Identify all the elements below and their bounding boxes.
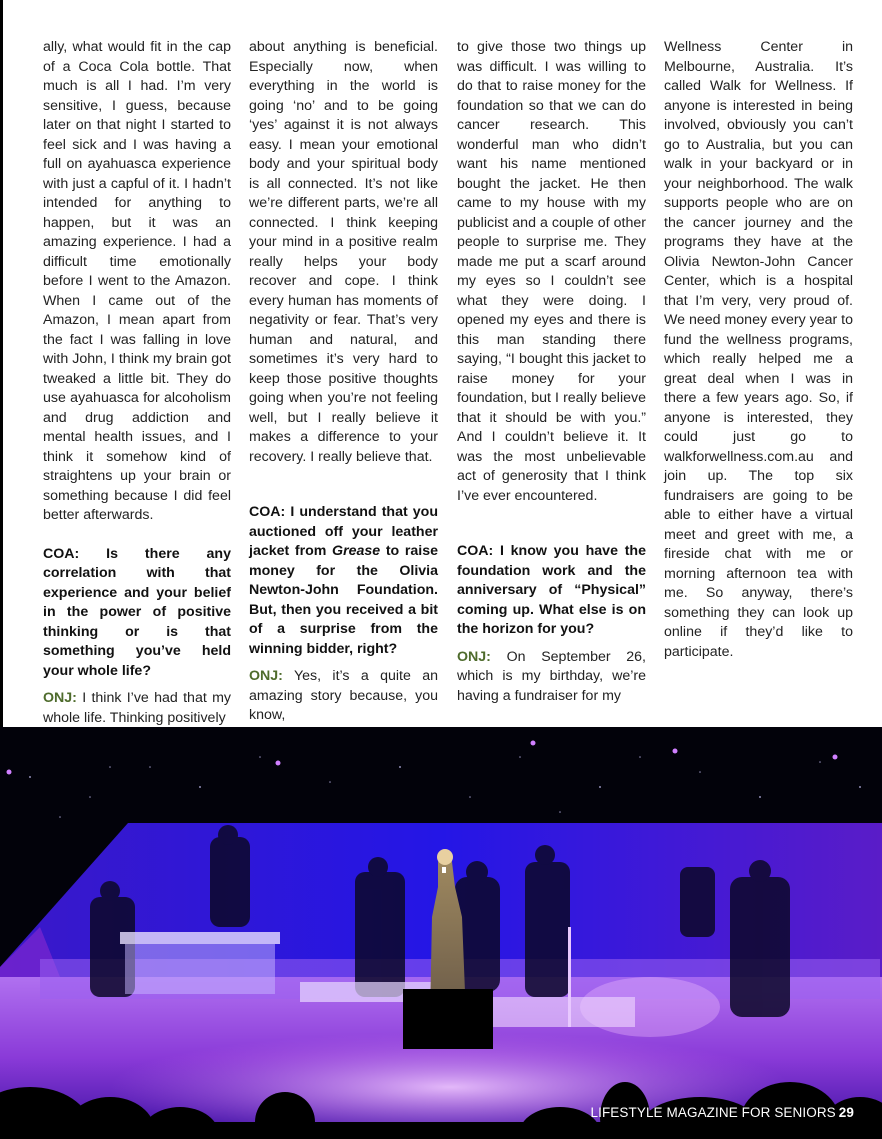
article-text-area (3, 0, 882, 727)
speaker-label: ONJ: (249, 668, 283, 684)
answer-text: On September 26, which is my birthday, we’re having a fundraiser for my (457, 648, 646, 704)
article-column-1 (43, 38, 231, 728)
speaker-label: ONJ: (43, 690, 77, 706)
question-text: COA: I understand that you auctioned off your leather jacket from (249, 504, 438, 559)
article-column-2 (249, 38, 438, 726)
body-paragraph: about anything is beneficial. Especially now, when everything in the world is going ‘no’ and to be going ‘yes’ against it is not always easy. I mean your emotional body and your spiritual body is all connected. It’s not like we’re different parts, we’re all connected. I think keeping your mind in a positive realm really helps your body recover and cope. I think every human has moments of negativity or fear. That’s very human and natural, and sometimes it’s very hard to keep those positive thoughts going when you’re not feeling well, but I really believe it makes a difference to your recovery. I really believe that. (249, 39, 438, 465)
interview-answer (43, 689, 231, 728)
question-text: to raise money for the Olivia Newton-John Foundation. But, then you received a bit of a surprise from the winning bidder, right? (249, 543, 438, 657)
body-paragraph: Wellness Center in Melbourne, Australia. It’s called Walk for Wellness. If anyone is interested in being involved, obviously you can’t go to Australia, but you can walk in your backyard or in your neighborhood. The walk supports people who are on the cancer journey and the programs they have at the Olivia Newton-John Cancer Center, which is a hospital that I’m very, very proud of. We need money every year to fund the wellness programs, which really helped me a great deal when I was in there a few years ago. So, if anyone is interested, they could just go to walkforwellness.com.au and join up. The top six fundraisers are going to be able to either have a virtual meet and greet with me, a fireside chat with me or morning afternoon tea with me. So anyway, there’s something they can look up online if they’d like to participate. (664, 39, 854, 660)
interview-answer (457, 648, 646, 707)
article-column-3 (457, 38, 646, 706)
magazine-name: LIFESTYLE MAGAZINE FOR SENIORS (590, 1105, 836, 1120)
answer-text: Yes, it’s a quite an amazing story because, you know, (249, 668, 438, 723)
page-footer (590, 1105, 854, 1120)
question-italic-title: Grease (332, 543, 381, 559)
speaker-label: ONJ: (457, 648, 491, 665)
page-number: 29 (838, 1105, 854, 1120)
concert-photo (0, 727, 882, 1139)
article-column-4 (664, 38, 853, 662)
body-paragraph: to give those two things up was difficult. I was willing to do that to raise money for the foundation so that we can do cancer research. This wonderful man who didn’t want his name mentioned bought the jacket. He then came to my house with my publicist and a couple of other people to surprise me. They made me put a scarf around my eyes so I couldn’t see what they were doing. I opened my eyes and there is this man standing there saying, “I bought this jacket to raise money for your foundation, but I really believe that it should be with you.” And I couldn’t believe it. It was the most unbelievable act of generosity that I think I’ve ever encountered. (457, 39, 646, 504)
interview-question: COA: I know you have the foundation work and the anniversary of “Physical” coming up. What else is on the horizon for you? (457, 543, 646, 637)
answer-text: I think I’ve had that my whole life. Thinking positively (43, 690, 231, 726)
body-paragraph: ally, what would fit in the cap of a Coca Cola bottle. That much is all I had. I’m very sensitive, I guess, because later on that night I started to feel sick and I was having a full on ayahuasca experience with just a capful of it. I hadn’t intended for anything to happen, but it was an amazing experience. I had a difficult time emotionally before I went to the Amazon. When I came out of the Amazon, I mean apart from the fact I was falling in love with John, I think my brain got tweaked a little bit. They do use ayahuasca for alcoholism and drug addiction and mental health issues, and I think it somehow kind of straightens up your brain or something because I did feel better afterwards. (43, 39, 231, 523)
concert-stage-illustration (0, 727, 882, 1139)
interview-question (249, 503, 438, 659)
interview-answer (249, 667, 438, 726)
interview-question: COA: Is there any correlation with that experience and your belief in the power of positive thinking or is that something you’ve held your whole life? (43, 545, 231, 679)
